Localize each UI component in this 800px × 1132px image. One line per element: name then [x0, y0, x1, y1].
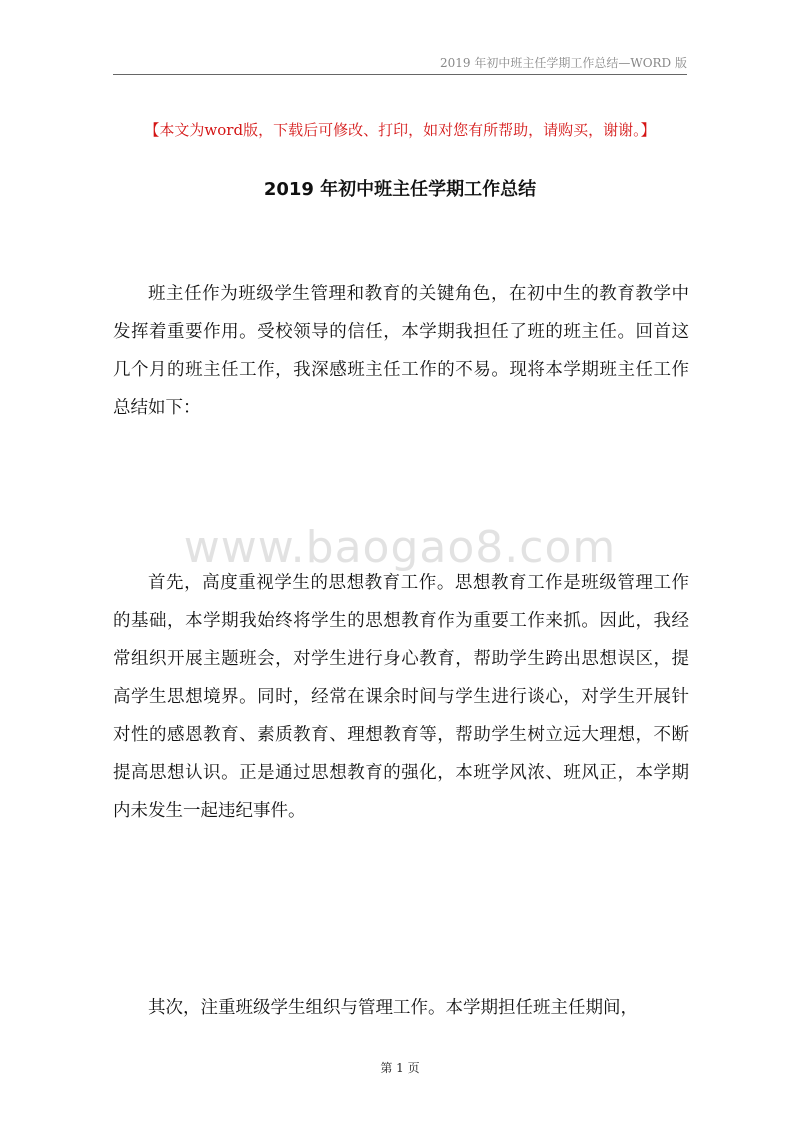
running-header: 2019 年初中班主任学期工作总结—WORD 版 — [440, 56, 687, 70]
header-divider — [113, 74, 687, 75]
paragraph-second: 其次，注重班级学生组织与管理工作。本学期担任班主任期间， — [148, 998, 638, 1018]
document-title: 2019 年初中班主任学期工作总结 — [263, 179, 537, 200]
download-notice: 【本文为word版，下载后可修改、打印，如对您有所帮助，请购买，谢谢。】 — [144, 121, 656, 139]
page-number: 第 1 页 — [380, 1061, 420, 1075]
watermark-text: www.baogao8.com — [183, 522, 617, 573]
paragraph-intro: 班主任作为班级学生管理和教育的关键角色，在初中生的教育教学中发挥着重要作用。受校领导的信任，本学期我担任了班的班主任。回首这几个月的班主任工作，我深感班主任工作的不易。现将本学期班主任工作总结如下： — [113, 284, 689, 418]
paragraph-first: 首先，高度重视学生的思想教育工作。思想教育工作是班级管理工作的基础，本学期我始终将学生的思想教育作为重要工作来抓。因此，我经常组织开展主题班会，对学生进行身心教育，帮助学生跨出思想误区，提高学生思想境界。同时，经常在课余时间与学生进行谈心，对学生开展针对性的感恩教育、素质教育、理想教育等，帮助学生树立远大理想，不断提高思想认识。正是通过思想教育的强化，本班学风浓、班风正，本学期内未发生一起违纪事件。 — [113, 573, 689, 821]
